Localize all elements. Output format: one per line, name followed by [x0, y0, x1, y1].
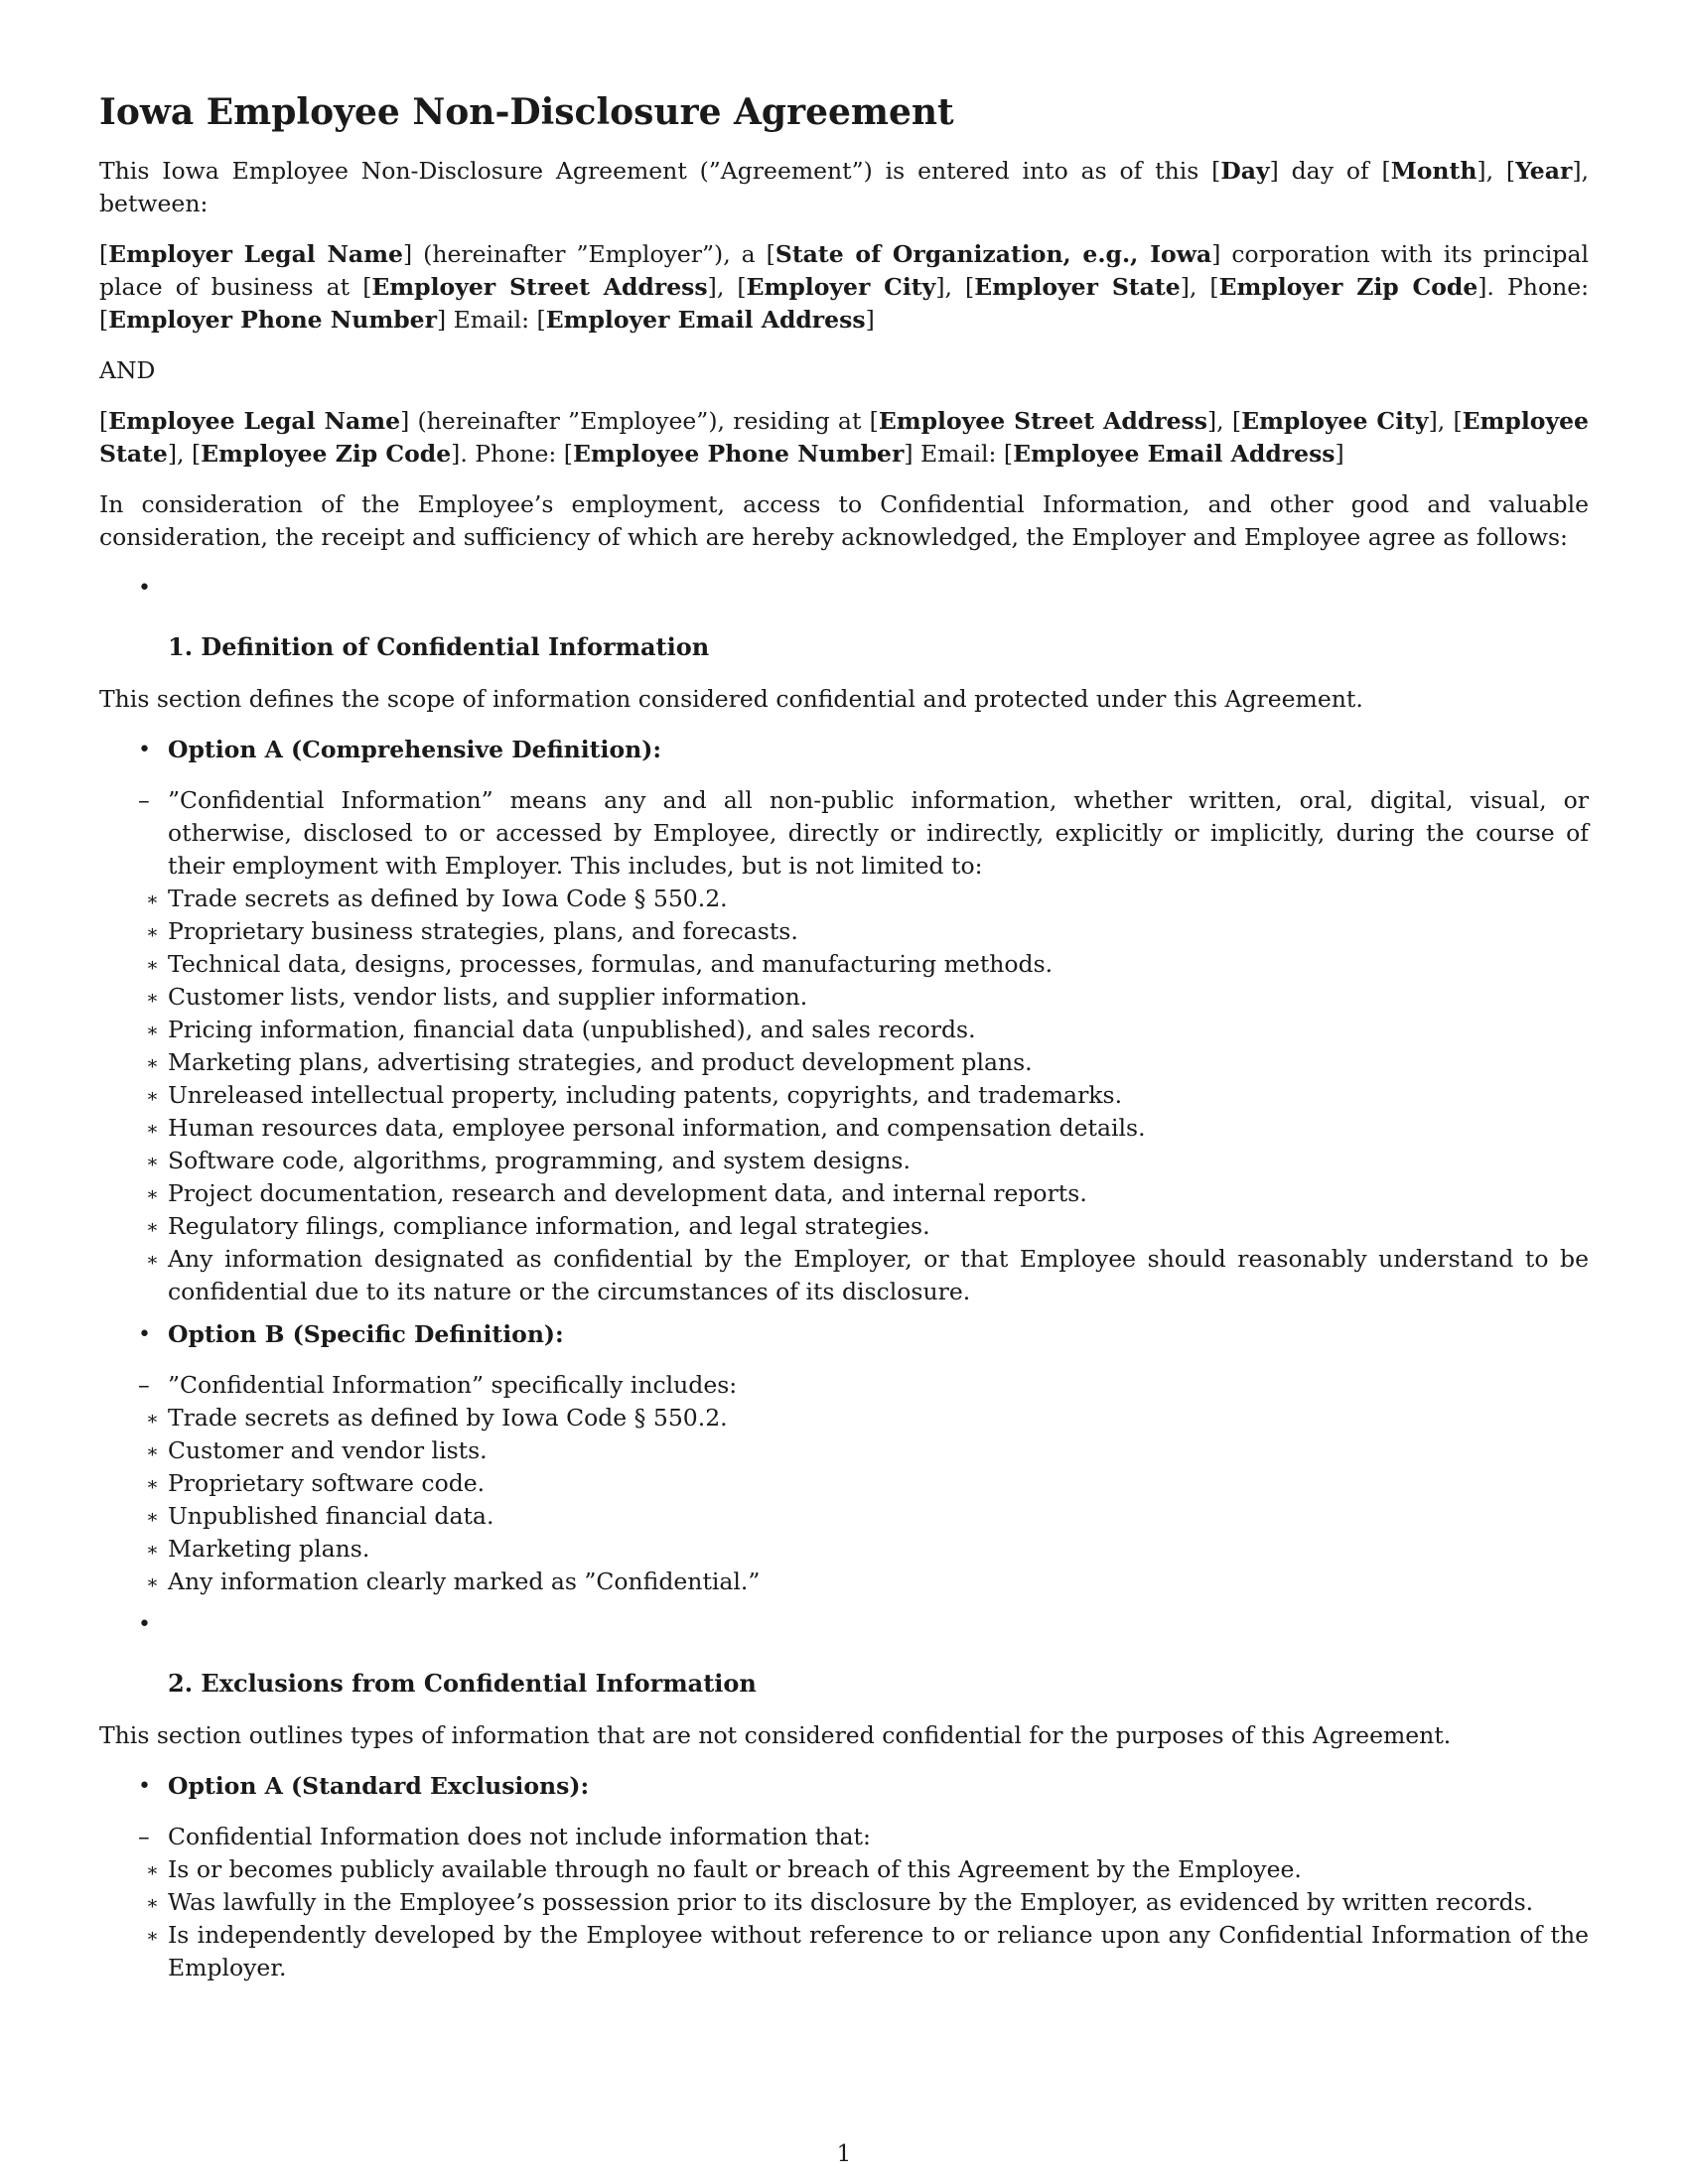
employee-street-placeholder: Employee Street Address	[878, 407, 1207, 435]
list-item	[117, 1243, 1589, 1308]
list-item	[117, 883, 1589, 915]
star-glyph: ∗	[146, 1216, 159, 1238]
star-glyph: ∗	[146, 1085, 159, 1107]
option-lead-text: ”Confidential Information” means any and all non-public information, whether written, oral, digital, visual, or otherwise, disclosed to or accessed by Employee, directly or indirectly, explicitly or implicitly, during the course of their employment with Employer. This includes, but is not limited to:	[168, 786, 1589, 880]
list-item	[117, 1467, 1589, 1500]
employer-zip-placeholder: Employer Zip Code	[1218, 273, 1478, 301]
list-item-text: Pricing information, financial data (unpublished), and sales records.	[168, 1016, 976, 1043]
star-glyph: ∗	[146, 1925, 159, 1947]
option-sublist	[138, 784, 1589, 1308]
option-lead-text: Confidential Information does not include information that:	[168, 1823, 871, 1850]
star-glyph: ∗	[146, 1183, 159, 1205]
option-item	[99, 1318, 1589, 1598]
list-item-text: Project documentation, research and development data, and internal reports.	[168, 1179, 1087, 1207]
employer-street-placeholder: Employer Street Address	[371, 273, 708, 301]
bullet-glyph: •	[138, 1612, 151, 1637]
day-placeholder: Day	[1220, 157, 1270, 185]
list-item	[117, 1145, 1589, 1177]
dash-glyph: –	[138, 786, 150, 814]
list-item	[117, 1919, 1589, 1984]
dash-glyph: –	[138, 1371, 150, 1399]
list-item-text: Any information clearly marked as ”Confidential.”	[168, 1568, 761, 1595]
consideration-paragraph: In consideration of the Employee’s employment, access to Confidential Information, and other good and valuable consideration, the receipt and sufficiency of which are hereby acknowledged, the Employer and Employee agree as follows:	[99, 490, 1589, 551]
month-placeholder: Month	[1390, 157, 1477, 185]
list-item	[117, 1014, 1589, 1046]
star-glyph: ∗	[146, 921, 159, 943]
section-heading: 1. Definition of Confidential Information	[168, 632, 710, 661]
option-lead-text: ”Confidential Information” specifically includes:	[168, 1371, 738, 1399]
star-glyph: ∗	[146, 1118, 159, 1140]
document-title: Iowa Employee Non-Disclosure Agreement	[99, 91, 954, 133]
list-item	[117, 915, 1589, 948]
option-item	[99, 1770, 1589, 1984]
star-glyph: ∗	[146, 1859, 159, 1881]
and-label: AND	[99, 356, 156, 384]
employer-city-placeholder: Employer City	[746, 273, 936, 301]
star-glyph: ∗	[146, 1892, 159, 1914]
section-heading: 2. Exclusions from Confidential Information	[168, 1669, 757, 1698]
exclusion-items	[146, 1853, 1589, 1984]
bullet-glyph: •	[138, 738, 151, 762]
employer-email-placeholder: Employer Email Address	[545, 306, 866, 334]
star-glyph: ∗	[146, 954, 159, 976]
list-item	[117, 1210, 1589, 1243]
employee-paragraph: [Employee Legal Name] (hereinafter ”Employee”), residing at [Employee Street Address], [Employee City], [Employee State], [Employee Zip Code]. Phone: [Employee Phone Number] Email: [Employee Email Address]	[99, 407, 1590, 468]
list-item-text: Software code, algorithms, programming, and system designs.	[168, 1147, 911, 1174]
star-glyph: ∗	[146, 1020, 159, 1041]
list-item	[117, 1046, 1589, 1079]
list-item	[117, 1402, 1589, 1434]
list-item-text: Proprietary business strategies, plans, and forecasts.	[168, 917, 798, 945]
intro-text-2: ] day of [	[1269, 157, 1391, 185]
list-item-text: Unreleased intellectual property, including patents, copyrights, and trademarks.	[168, 1081, 1123, 1109]
bullet-glyph: •	[138, 1774, 151, 1799]
employer-state-placeholder: Employer State	[974, 273, 1181, 301]
employee-phone-placeholder: Employee Phone Number	[572, 440, 905, 468]
option-lead-item	[108, 1369, 1589, 1598]
employee-state-placeholder: Employee State	[99, 407, 1590, 468]
star-glyph: ∗	[146, 1473, 159, 1495]
employee-email-label: ] Email: [	[904, 440, 1014, 468]
option-item	[99, 734, 1589, 1308]
definition-items	[146, 1402, 1589, 1598]
employee-text-1: ] (hereinafter ”Employee”), residing at [	[400, 407, 879, 435]
intro-paragraph	[99, 155, 1589, 220]
state-org-placeholder: State of Organization, e.g., Iowa	[774, 240, 1212, 268]
intro-text-1: This Iowa Employee Non-Disclosure Agreement (”Agreement”) is entered into as of this [	[99, 157, 1221, 185]
employer-phone-label: ]. Phone: [	[99, 273, 1590, 334]
list-item	[117, 948, 1589, 981]
list-item	[117, 1112, 1589, 1145]
list-item-text: Regulatory filings, compliance information, and legal strategies.	[168, 1212, 930, 1240]
star-glyph: ∗	[146, 888, 159, 910]
list-item-text: Trade secrets as defined by Iowa Code § 550.2.	[168, 885, 728, 912]
star-glyph: ∗	[146, 987, 159, 1009]
intro-text-3: ], [	[1477, 157, 1516, 185]
section-description: This section outlines types of information that are not considered confidential for the purposes of this Agreement.	[99, 1721, 1452, 1749]
employer-name-placeholder: Employer Legal Name	[108, 240, 403, 268]
list-item-text: Proprietary software code.	[168, 1469, 486, 1497]
list-item-text: Was lawfully in the Employee’s possession prior to its disclosure by the Employer, as evidenced by written records.	[168, 1888, 1534, 1916]
empty-bullet	[99, 1608, 1589, 1641]
document-body	[99, 87, 1589, 1994]
list-item-text: Human resources data, employee personal information, and compensation details.	[168, 1114, 1146, 1142]
empty-bullet	[99, 572, 1589, 605]
list-item-text: Any information designated as confidential by the Employer, or that Employee should reasonably understand to be confidential due to its nature or the circumstances of its disclosure.	[168, 1245, 1589, 1305]
star-glyph: ∗	[146, 1571, 159, 1593]
star-glyph: ∗	[146, 1539, 159, 1561]
list-item-text: Technical data, designs, processes, formulas, and manufacturing methods.	[168, 950, 1054, 978]
option-sublist	[138, 1821, 1589, 1984]
employer-email-label: ] Email: [	[437, 306, 546, 334]
list-item	[117, 1434, 1589, 1467]
list-item	[117, 981, 1589, 1014]
employee-city-placeholder: Employee City	[1241, 407, 1429, 435]
star-glyph: ∗	[146, 1249, 159, 1271]
section-description: This section defines the scope of information considered confidential and protected under this Agreement.	[99, 685, 1363, 713]
bullet-glyph: •	[138, 576, 151, 601]
page-number: 1	[836, 2141, 852, 2167]
options-list	[99, 1770, 1589, 1984]
list-item-text: Marketing plans.	[168, 1535, 370, 1563]
employer-text-2: ] corporation with its principal place of business at [	[99, 240, 1589, 301]
option-label: Option A (Standard Exclusions):	[168, 1772, 590, 1800]
option-lead-item	[108, 1821, 1589, 1984]
option-lead-item	[108, 784, 1589, 1308]
list-item	[117, 1079, 1589, 1112]
list-item-text: Marketing plans, advertising strategies, and product development plans.	[168, 1048, 1033, 1076]
list-item-text: Trade secrets as defined by Iowa Code § 550.2.	[168, 1404, 728, 1432]
year-placeholder: Year	[1515, 157, 1573, 185]
list-item-text: Is or becomes publicly available through no fault or breach of this Agreement by the Employee.	[168, 1855, 1302, 1883]
star-glyph: ∗	[146, 1052, 159, 1074]
list-item	[117, 1533, 1589, 1566]
star-glyph: ∗	[146, 1151, 159, 1172]
option-label: Option B (Specific Definition):	[168, 1320, 564, 1348]
star-glyph: ∗	[146, 1440, 159, 1462]
employee-name-placeholder: Employee Legal Name	[108, 407, 401, 435]
intro-text-4: ], between:	[99, 157, 1589, 217]
employee-email-placeholder: Employee Email Address	[1013, 440, 1336, 468]
list-item	[117, 1886, 1589, 1919]
employer-phone-placeholder: Employer Phone Number	[108, 306, 437, 334]
list-item	[117, 1500, 1589, 1533]
employee-zip-placeholder: Employee Zip Code	[201, 440, 452, 468]
star-glyph: ∗	[146, 1506, 159, 1528]
star-glyph: ∗	[146, 1408, 159, 1430]
list-item-text: Customer and vendor lists.	[168, 1436, 488, 1464]
option-label: Option A (Comprehensive Definition):	[168, 736, 661, 763]
list-item	[117, 1853, 1589, 1886]
options-list	[99, 734, 1589, 1641]
list-item-text: Unpublished financial data.	[168, 1502, 494, 1530]
section-1-list	[99, 572, 1589, 605]
list-item-text: Is independently developed by the Employee without reference to or reliance upon any Confidential Information of the Employer.	[168, 1921, 1589, 1981]
employer-paragraph: [Employer Legal Name] (hereinafter ”Employer”), a [State of Organization, e.g., Iowa] corporation with its principal place of business at [Employer Street Address], [Employer City], [Employer State], [Employer Zip Code]. Phone: [Employer Phone Number] Email: [Employer Email Address]	[99, 240, 1590, 334]
definition-items	[146, 883, 1589, 1308]
option-sublist	[138, 1369, 1589, 1598]
list-item	[117, 1566, 1589, 1598]
list-item	[117, 1177, 1589, 1210]
bullet-glyph: •	[138, 1322, 151, 1347]
employer-text-1: ] (hereinafter ”Employer”), a [	[402, 240, 775, 268]
dash-glyph: –	[138, 1823, 150, 1850]
employee-phone-label: ]. Phone: [	[451, 440, 573, 468]
list-item-text: Customer lists, vendor lists, and supplier information.	[168, 983, 808, 1011]
